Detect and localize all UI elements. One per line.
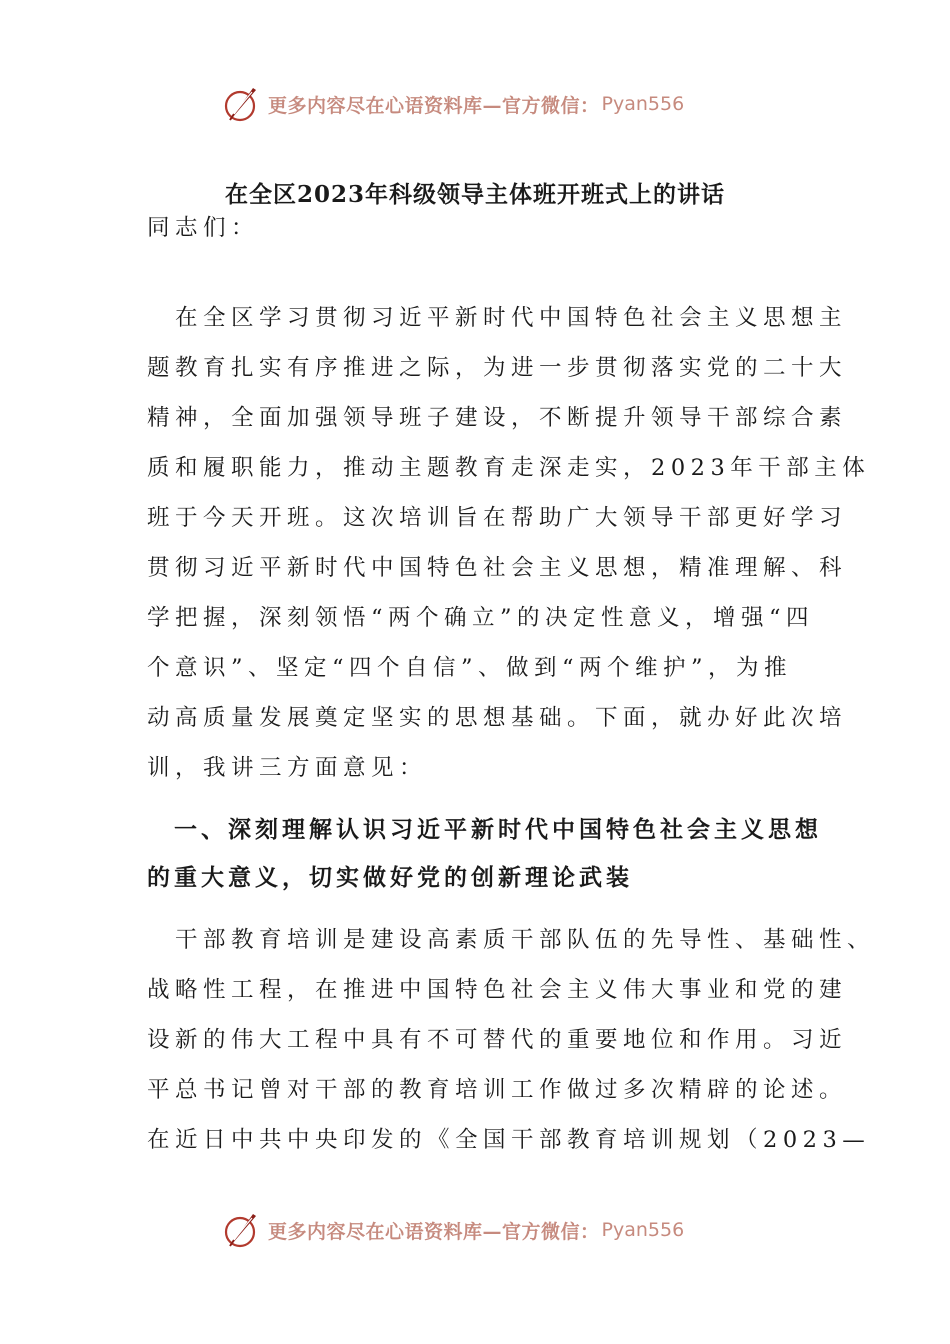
intro-line: 精神，全面加强领导班子建设，不断提升领导干部综合素 [147, 405, 848, 431]
intro-line: 班于今天开班。这次培训旨在帮助广大领导干部更好学习 [147, 505, 848, 531]
watermark-wechat-id: Pyan556 [601, 93, 685, 115]
intro-line: 动高质量发展奠定坚实的思想基础。下面，就办好此次培 [147, 705, 848, 731]
intro-line: 训，我讲三方面意见： [147, 755, 428, 781]
watermark-slogan: 更多内容尽在心语资料库—官方微信： [268, 1220, 600, 1243]
watermark-wechat-id: Pyan556 [601, 1219, 685, 1241]
paragraph-line: 设新的伟大工程中具有不可替代的重要地位和作用。习近 [147, 1027, 848, 1053]
paragraph-line: 平总书记曾对干部的教育培训工作做过多次精辟的论述。 [147, 1077, 848, 1103]
salutation: 同志们： [147, 215, 260, 241]
quill-pen-logo-icon [222, 84, 262, 124]
document-title: 在全区2023年科级领导主体班开班式上的讲话 [224, 181, 725, 208]
footer-watermark [0, 1208, 950, 1252]
header-watermark [0, 82, 950, 126]
intro-line: 个意识”、坚定“四个自信”、做到“两个维护”，为推 [147, 655, 793, 681]
paragraph-line: 干部教育培训是建设高素质干部队伍的先导性、基础性、 [147, 927, 876, 953]
intro-line: 学把握，深刻领悟“两个确立”的决定性意义，增强“四 [147, 605, 815, 631]
intro-line: 质和履职能力，推动主题教育走深走实，2023年干部主体 [147, 455, 871, 481]
section-heading-line: 的重大意义，切实做好党的创新理论武装 [147, 864, 633, 891]
paragraph-line: 战略性工程，在推进中国特色社会主义伟大事业和党的建 [147, 977, 848, 1003]
paragraph-line: 在近日中共中央印发的《全国干部教育培训规划（2023— [147, 1127, 871, 1153]
watermark-slogan: 更多内容尽在心语资料库—官方微信： [268, 94, 600, 117]
intro-line: 贯彻习近平新时代中国特色社会主义思想，精准理解、科 [147, 555, 848, 581]
section-heading-line: 一、深刻理解认识习近平新时代中国特色社会主义思想 [147, 816, 822, 843]
quill-pen-logo-icon [222, 1210, 262, 1250]
intro-line: 题教育扎实有序推进之际，为进一步贯彻落实党的二十大 [147, 355, 848, 381]
intro-line: 在全区学习贯彻习近平新时代中国特色社会主义思想主 [147, 305, 848, 331]
